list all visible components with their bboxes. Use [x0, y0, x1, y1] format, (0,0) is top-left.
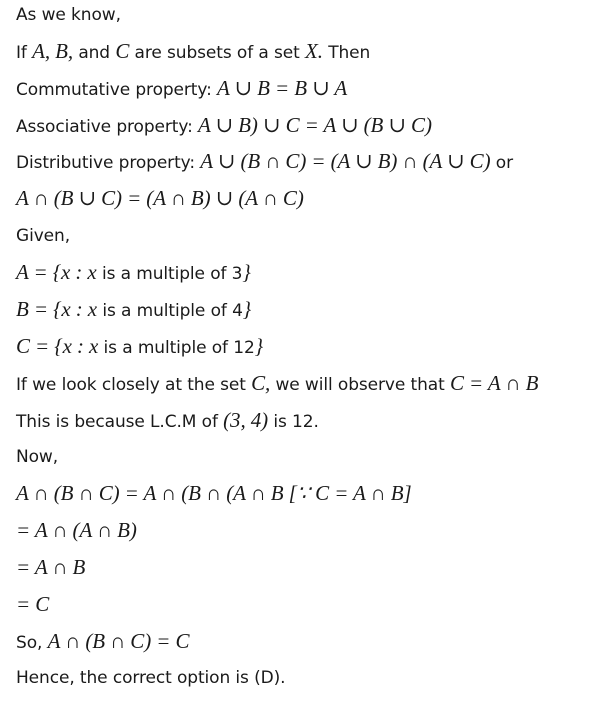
- text-run: is a multiple of 3: [96, 264, 243, 284]
- math-expression: A ∪ B) ∪ C = A ∪ (B ∪ C): [198, 113, 432, 137]
- line-18: [16, 626, 189, 656]
- text-run: Given,: [16, 226, 70, 246]
- math-expression: (3, 4): [223, 408, 269, 432]
- line-4: [16, 110, 432, 140]
- text-run: or: [490, 153, 513, 173]
- text-run: Associative property:: [16, 117, 199, 137]
- math-expression: A ∪ B = B ∪ A: [217, 76, 348, 100]
- math-expression: = A ∩ B: [16, 555, 86, 579]
- math-expression: X.: [305, 39, 323, 63]
- math-expression: }: [242, 260, 251, 284]
- math-expression: A ∩ (B ∩ C) = C: [47, 629, 190, 653]
- line-11: [16, 368, 538, 398]
- math-expression: }: [254, 334, 263, 358]
- math-expression: }: [242, 297, 252, 321]
- text-run: and: [73, 43, 116, 63]
- line-15: [16, 515, 137, 545]
- line-17: [16, 589, 49, 619]
- math-expression: C: [115, 39, 130, 63]
- line-7: [16, 221, 70, 251]
- text-run: we will observe that: [270, 375, 450, 395]
- line-10: [16, 331, 263, 361]
- line-2: [16, 36, 370, 66]
- line-13: [16, 442, 58, 472]
- math-expression: C = {x : x: [16, 334, 99, 358]
- math-expression: B = {x : x: [16, 297, 98, 321]
- math-expression: A ∩ (B ∩ C) = A ∩ (B ∩ (A ∩ B [∵ C = A ∩ B]: [16, 481, 412, 505]
- line-6: [16, 183, 304, 213]
- text-run: If: [16, 43, 33, 63]
- math-expression: C = A ∩ B: [449, 371, 539, 395]
- text-run: Now,: [16, 447, 59, 467]
- line-19: [16, 663, 285, 693]
- line-1: [16, 0, 121, 30]
- text-run: So,: [16, 633, 48, 653]
- text-run: Distributive property:: [16, 153, 201, 173]
- math-expression: = A ∩ (A ∩ B): [16, 518, 137, 542]
- text-run: are subsets of a set: [129, 43, 305, 63]
- math-expression: A ∩ (B ∪ C) = (A ∩ B) ∪ (A ∩ C): [16, 186, 304, 210]
- text-run: As we know,: [16, 5, 121, 25]
- line-14: [16, 478, 412, 508]
- text-run: Hence, the correct option is (D).: [16, 668, 286, 688]
- line-16: [16, 552, 85, 582]
- text-run: Then: [322, 43, 371, 63]
- text-run: is a multiple of 4: [97, 301, 243, 321]
- math-expression: A, B,: [32, 39, 74, 63]
- text-run: This is because L.C.M of: [16, 412, 224, 432]
- line-3: [16, 73, 347, 103]
- line-5: [16, 146, 513, 176]
- math-expression: A = {x : x: [16, 260, 97, 284]
- line-8: [16, 257, 251, 287]
- line-12: [16, 405, 319, 435]
- math-expression: = C: [16, 592, 50, 616]
- math-expression: A ∪ (B ∩ C) = (A ∪ B) ∩ (A ∪ C): [200, 149, 491, 173]
- line-9: [16, 294, 251, 324]
- text-run: is a multiple of 12: [98, 338, 255, 358]
- text-run: If we look closely at the set: [16, 375, 252, 395]
- math-expression: C,: [251, 371, 271, 395]
- text-run: Commutative property:: [16, 80, 218, 100]
- text-run: is 12.: [268, 412, 319, 432]
